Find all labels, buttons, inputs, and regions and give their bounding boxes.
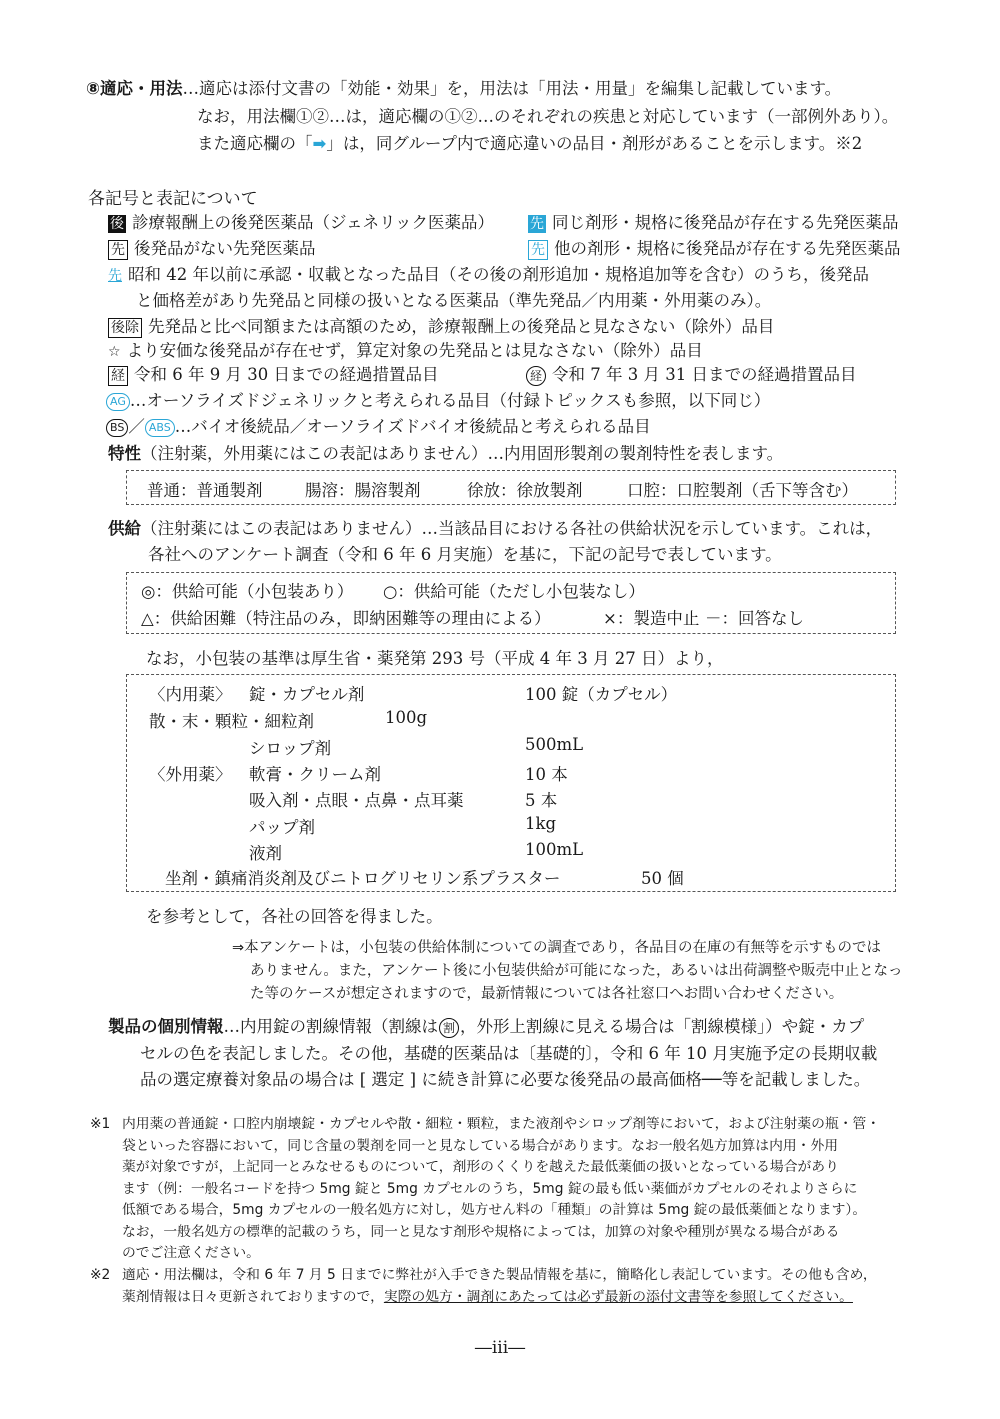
symbol-row-quasi-original: 先 昭和 42 年以前に承認・収載となった品目（その後の剤形追加・規格追加等を含む）のうち，後発品 [108,265,869,284]
table-item: 錠・カプセル剤 [249,685,365,704]
symbol-row-ag: AG …オーソライズドジェネリックと考えられる品目（付録トピックスも参照，以下同じ） [106,390,770,412]
transition-circle-mark: 経 [526,366,546,386]
generic-excluded-mark: 後除 [108,318,142,338]
survey-note-line-1: ⇒本アンケートは，小包装の供給体制についての調査であり，各品目の在庫の有無等を示すものでは [232,940,881,956]
symbol-row-original-no-generic: 先 後発品がない先発医薬品 [108,238,316,260]
char-normal: 普通：普通製剤 [147,481,263,500]
supply-line-2: 各社へのアンケート調査（令和 6 年 6 月実施）を基に，下記の記号で表しています。 [148,545,782,564]
usage-label: ⑧適応・用法 [86,79,183,98]
original-blue-mark: 先 [530,215,544,232]
table-item: 坐剤・鎮痛消炎剤及びニトログリセリン系プラスター [165,869,561,888]
original-outline-mark: 先 [108,240,128,260]
footnote-1-line: ます（例：一般名コードを持つ 5mg 錠と 5mg カプセルのうち，5mg 錠の最も低い薬価がカプセルのそれよりさらに [122,1180,858,1197]
transition-square-mark: 経 [108,366,128,386]
symbol-row-bs: BS ／ ABS …バイオ後続品／オーソライズドバイオ後続品と考えられる品目 [106,416,651,438]
symbol-row-transition-1: 経 令和 6 年 9 月 30 日までの経過措置品目 [108,364,438,386]
section-title-symbols: 各記号と表記について [88,189,258,209]
supply-standard-intro: なお，小包装の基準は厚生省・薬発第 293 号（平成 4 年 3 月 27 日）より， [146,649,724,668]
supply-available-small: ◎：供給可能（小包装あり） [141,582,354,601]
supply-label: 供給 [108,519,141,538]
table-item: シロップ剤 [249,739,332,758]
char-sustained: 徐放：徐放製剤 [467,481,583,500]
footnote-1-line: のでご注意ください。 [122,1245,260,1261]
characteristics-line: 特性（注射薬，外用薬にはこの表記はありません）…内用固形製剤の製剤特性を表します。 [108,444,784,463]
supply-discontinued: ×：製造中止 [603,609,700,628]
table-amount: 50 個 [641,869,684,888]
table-item: 液剤 [249,844,282,863]
symbol-row-quasi-original-cont: と価格差があり先発品と同様の扱いとなる医薬品（準先発品／内用薬・外用薬のみ）。 [136,291,772,310]
supply-legend-box [126,572,896,634]
footnote-1-line: 内用薬の普通錠・口腔内崩壊錠・カプセルや散・細粒・顆粒，また液剤やシロップ剤等において，および注射薬の瓶・管・ [122,1116,881,1132]
generic-mark: 後 [110,215,124,232]
symbol-row-original-with-generic: 先 同じ剤形・規格に後発品が存在する先発医薬品 [530,213,899,232]
table-item: 散・末・顆粒・細粒剤 [149,712,314,731]
footnote-1-line: なお，一般名処方の標準的記載のうち，同一と見なす剤形や規格によっては，加算の対象や種別が異なる場合がある [122,1223,840,1240]
quasi-original-mark: 先 [108,267,122,284]
product-info-line-3: 品の選定療養対象品の場合は [ 選定 ] に続き計算に必要な後発品の最高価格──等を記載しました。 [140,1070,871,1089]
table-cat-external: 〈外用薬〉 [149,765,232,784]
symbol-row-transition-2: 経 令和 7 年 3 月 31 日までの経過措置品目 [526,364,856,386]
characteristics-box [126,470,896,505]
product-info-label: 製品の個別情報 [108,1017,224,1036]
ag-mark: AG [106,393,130,411]
table-amount: 100g [385,708,428,727]
usage-line-3: また適応欄の「➡」は，同グループ内で適応違いの品目・剤形があることを示します。※2 [197,134,863,153]
symbol-row-star: ☆ より安価な後発品が存在せず，算定対象の先発品とは見なさない（除外）品目 [108,341,703,360]
usage-line-2: なお，用法欄①②…は，適応欄の①②…のそれぞれの疾患と対応しています（一部例外あり）。 [197,107,899,126]
footnote-1-line: 低額である場合，5mg カプセルの一般名処方に対し，処方せん料の「種類」の計算は 5mg 錠の最低薬価となります）。 [122,1202,867,1218]
char-oral: 口腔：口腔製剤（舌下等含む） [627,481,858,500]
product-info-line-2: セルの色を表記しました。その他，基礎的医薬品は〔基礎的〕，令和 6 年 10 月実施予定の長期収載 [140,1044,878,1063]
table-amount: 5 本 [525,791,558,810]
footnote-1-line: 袋といった容器において，同じ含量の製剤を同一と見なしている場合があります。なお一般名処方加算は内用・外用 [122,1137,839,1154]
symbol-row-generic: 後 診療報酬上の後発医薬品（ジェネリック医薬品） [110,213,495,232]
supply-no-answer: －：回答なし [705,609,804,628]
footnote-1-mark: ※1 [90,1116,111,1132]
table-item: 吸入剤・点眼・点鼻・点耳薬 [249,791,464,810]
supply-difficult: △：供給困難（特注品のみ，即納困難等の理由による） [141,609,551,628]
symbol-row-original-other-form: 先 他の剤形・規格に後発品が存在する先発医薬品 [528,238,901,260]
footnote-2-line-2: 薬剤情報は日々更新されておりますので，実際の処方・調剤にあたっては必ず最新の添付文書等を参照してください。 [122,1288,853,1305]
package-standard-box [126,674,896,892]
table-item: パップ剤 [249,818,315,837]
supply-line-1: 供給（注射薬にはこの表記はありません）…当該品目における各社の供給状況を示しています。これは， [108,519,883,538]
score-line-mark: 割 [439,1018,459,1038]
characteristics-label: 特性 [108,444,141,463]
product-info-line-1: 製品の個別情報…内用錠の割線情報（割線は 割 ，外形上割線に見える場合は「割線模様」）や錠・カプ [108,1017,865,1036]
survey-note-line-2: ありません。また，アンケート後に小包装供給が可能になった，あるいは出荷調整や販売中止となっ [250,963,903,979]
footnote-2-emphasis: 実際の処方・調剤にあたっては必ず最新の添付文書等を参照してください。 [383,1288,853,1305]
table-amount: 10 本 [525,765,568,784]
star-icon: ☆ [108,343,121,360]
table-amount: 100 錠（カプセル） [525,685,678,704]
bs-mark: BS [106,419,128,437]
table-amount: 1kg [525,814,557,833]
supply-reference: を参考として，各社の回答を得ました。 [146,907,443,926]
table-item: 軟膏・クリーム剤 [249,765,381,784]
supply-available-no-small: ○：供給可能（ただし小包装なし） [383,582,645,601]
arrow-icon: ➡ [312,134,327,153]
footnote-2-line-1: 適応・用法欄は，令和 6 年 7 月 5 日までに弊社が入手できた製品情報を基に，簡略化し表記しています。その他も含め， [122,1267,877,1283]
original-blue-outline-mark: 先 [528,240,548,260]
table-amount: 100mL [525,840,584,859]
page-number: ―iii― [474,1338,526,1358]
abs-mark: ABS [145,419,175,437]
footnote-2-mark: ※2 [90,1267,111,1283]
usage-line-1: ⑧適応・用法…適応は添付文書の「効能・効果」を，用法は「用法・用量」を編集し記載しています。 [86,79,842,98]
table-cat-internal: 〈内用薬〉 [149,685,232,704]
char-enteric: 腸溶：腸溶製剤 [305,481,421,500]
survey-note-line-3: た等のケースが想定されますので，最新情報については各社窓口へお問い合わせください。 [250,986,844,1002]
footnote-1-line: 薬が対象ですが，上記同一とみなせるものについて，剤形のくくりを越えた最低薬価の扱いとなっている場合があり [122,1159,839,1175]
table-amount: 500mL [525,735,584,754]
symbol-row-generic-excluded: 後除 先発品と比べ同額または高額のため，診療報酬上の後発品と見なさない（除外）品目 [108,316,774,338]
